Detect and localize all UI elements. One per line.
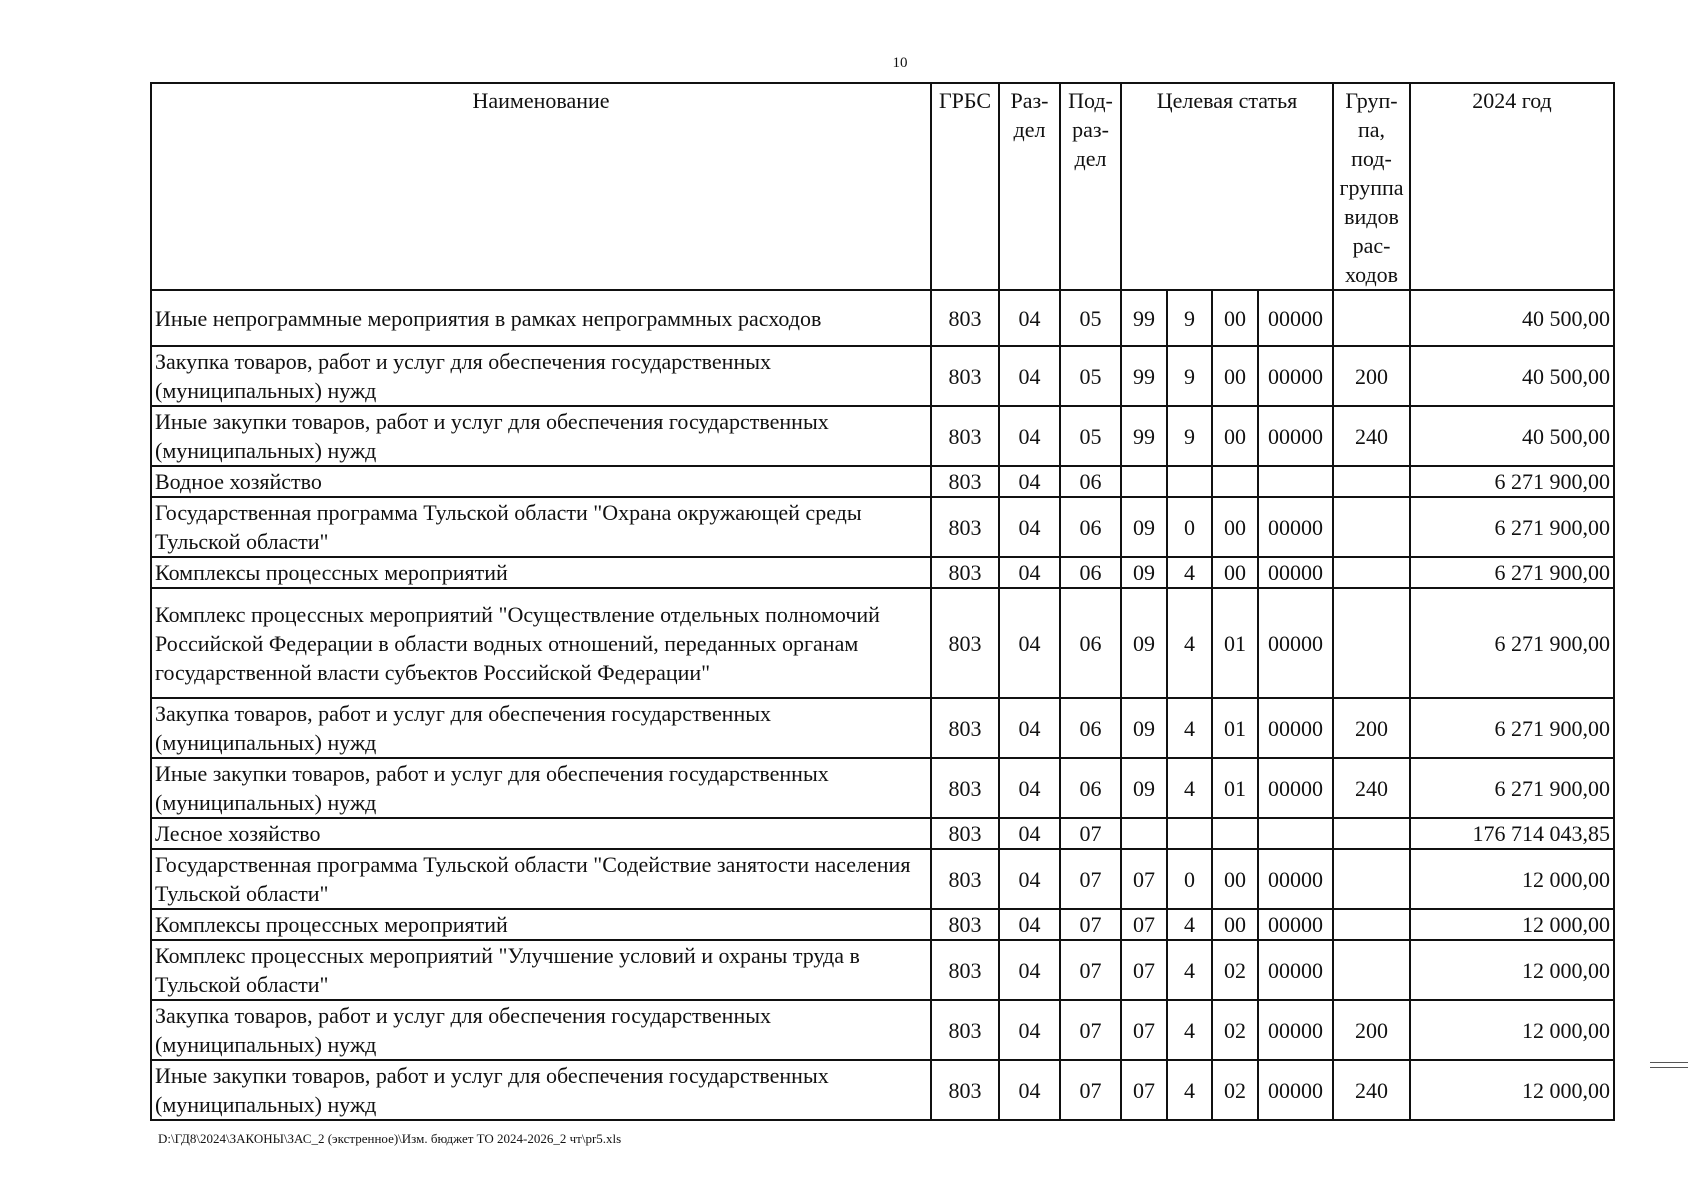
row-razdel-cell: 04	[999, 588, 1060, 698]
row-expense-group-cell	[1333, 290, 1410, 346]
row-amount-cell: 176 714 043,85	[1410, 818, 1614, 849]
row-expense-group-cell	[1333, 497, 1410, 557]
row-grbs-cell: 803	[931, 466, 999, 497]
header-gruppa-vidov-rashodov: Груп- па, под- группа видов рас- ходов	[1333, 83, 1410, 290]
row-expense-group-cell: 200	[1333, 1000, 1410, 1060]
header-year-2024: 2024 год	[1410, 83, 1614, 290]
row-razdel-cell: 04	[999, 346, 1060, 406]
row-podrazdel-cell: 07	[1060, 1060, 1121, 1120]
row-target-type-cell: 0	[1167, 497, 1212, 557]
row-podrazdel-cell: 06	[1060, 758, 1121, 818]
row-razdel-cell: 04	[999, 909, 1060, 940]
row-amount-cell: 12 000,00	[1410, 1000, 1614, 1060]
row-name-cell: Водное хозяйство	[151, 466, 931, 497]
row-expense-group-cell: 240	[1333, 406, 1410, 466]
row-target-event-cell: 01	[1212, 758, 1258, 818]
row-expense-group-cell: 200	[1333, 346, 1410, 406]
row-razdel-cell: 04	[999, 758, 1060, 818]
row-razdel-cell: 04	[999, 466, 1060, 497]
row-name-cell: Комплексы процессных мероприятий	[151, 557, 931, 588]
row-amount-cell: 40 500,00	[1410, 346, 1614, 406]
row-target-program-cell: 09	[1121, 557, 1167, 588]
row-target-event-cell: 02	[1212, 940, 1258, 1000]
table-row	[151, 588, 1614, 698]
row-grbs-cell: 803	[931, 588, 999, 698]
row-target-type-cell: 9	[1167, 346, 1212, 406]
row-target-type-cell	[1167, 466, 1212, 497]
row-name-cell: Закупка товаров, работ и услуг для обеспечения государственных (муниципальных) нужд	[151, 1000, 931, 1060]
row-grbs-cell: 803	[931, 849, 999, 909]
row-podrazdel-cell: 05	[1060, 290, 1121, 346]
row-target-direction-cell: 00000	[1258, 940, 1333, 1000]
row-name-cell: Комплексы процессных мероприятий	[151, 909, 931, 940]
row-target-direction-cell	[1258, 466, 1333, 497]
row-amount-cell: 12 000,00	[1410, 909, 1614, 940]
row-target-event-cell: 00	[1212, 909, 1258, 940]
row-amount-cell: 40 500,00	[1410, 290, 1614, 346]
row-razdel-cell: 04	[999, 290, 1060, 346]
row-razdel-cell: 04	[999, 1000, 1060, 1060]
row-podrazdel-cell: 06	[1060, 497, 1121, 557]
row-grbs-cell: 803	[931, 1000, 999, 1060]
row-target-event-cell: 00	[1212, 557, 1258, 588]
header-celevaya-statya: Целевая статья	[1121, 83, 1333, 290]
row-target-program-cell: 09	[1121, 588, 1167, 698]
row-name-cell: Лесное хозяйство	[151, 818, 931, 849]
row-target-event-cell: 00	[1212, 346, 1258, 406]
row-target-program-cell: 07	[1121, 940, 1167, 1000]
row-expense-group-cell: 200	[1333, 698, 1410, 758]
row-target-type-cell: 4	[1167, 758, 1212, 818]
row-razdel-cell: 04	[999, 818, 1060, 849]
row-amount-cell: 6 271 900,00	[1410, 497, 1614, 557]
table-row	[151, 940, 1614, 1000]
table-row	[151, 290, 1614, 346]
row-expense-group-cell	[1333, 466, 1410, 497]
row-amount-cell: 40 500,00	[1410, 406, 1614, 466]
row-expense-group-cell	[1333, 909, 1410, 940]
row-podrazdel-cell: 07	[1060, 909, 1121, 940]
row-grbs-cell: 803	[931, 940, 999, 1000]
page-number: 10	[892, 55, 908, 71]
row-target-direction-cell: 00000	[1258, 698, 1333, 758]
row-target-type-cell: 4	[1167, 940, 1212, 1000]
row-target-type-cell: 4	[1167, 1000, 1212, 1060]
table-header-row	[151, 83, 1614, 290]
row-podrazdel-cell: 06	[1060, 557, 1121, 588]
table-row	[151, 346, 1614, 406]
row-amount-cell: 12 000,00	[1410, 849, 1614, 909]
row-target-type-cell: 4	[1167, 1060, 1212, 1120]
row-grbs-cell: 803	[931, 497, 999, 557]
row-name-cell: Комплекс процессных мероприятий "Улучшение условий и охраны труда в Тульской области"	[151, 940, 931, 1000]
row-grbs-cell: 803	[931, 346, 999, 406]
row-amount-cell: 6 271 900,00	[1410, 758, 1614, 818]
row-grbs-cell: 803	[931, 406, 999, 466]
row-razdel-cell: 04	[999, 1060, 1060, 1120]
row-expense-group-cell	[1333, 557, 1410, 588]
header-razdel: Раз- дел	[999, 83, 1060, 290]
header-name: Наименование	[151, 83, 931, 290]
row-target-program-cell	[1121, 466, 1167, 497]
row-podrazdel-cell: 07	[1060, 940, 1121, 1000]
row-target-direction-cell: 00000	[1258, 497, 1333, 557]
row-name-cell: Государственная программа Тульской области "Содействие занятости населения Тульской области"	[151, 849, 931, 909]
row-target-event-cell: 00	[1212, 406, 1258, 466]
row-name-cell: Закупка товаров, работ и услуг для обеспечения государственных (муниципальных) нужд	[151, 698, 931, 758]
row-grbs-cell: 803	[931, 758, 999, 818]
row-target-program-cell: 99	[1121, 290, 1167, 346]
row-target-event-cell	[1212, 466, 1258, 497]
row-razdel-cell: 04	[999, 406, 1060, 466]
table-row	[151, 909, 1614, 940]
row-expense-group-cell: 240	[1333, 758, 1410, 818]
row-podrazdel-cell: 07	[1060, 849, 1121, 909]
row-target-event-cell: 02	[1212, 1000, 1258, 1060]
row-name-cell: Закупка товаров, работ и услуг для обеспечения государственных (муниципальных) нужд	[151, 346, 931, 406]
row-target-direction-cell: 00000	[1258, 909, 1333, 940]
row-razdel-cell: 04	[999, 940, 1060, 1000]
row-target-type-cell: 4	[1167, 698, 1212, 758]
row-target-event-cell: 00	[1212, 290, 1258, 346]
row-target-program-cell: 09	[1121, 698, 1167, 758]
row-target-direction-cell: 00000	[1258, 557, 1333, 588]
row-expense-group-cell	[1333, 849, 1410, 909]
row-target-type-cell: 9	[1167, 406, 1212, 466]
row-target-program-cell: 07	[1121, 909, 1167, 940]
edge-mark	[1650, 1062, 1688, 1068]
row-target-event-cell: 00	[1212, 849, 1258, 909]
row-target-direction-cell: 00000	[1258, 290, 1333, 346]
row-amount-cell: 6 271 900,00	[1410, 588, 1614, 698]
row-target-event-cell: 01	[1212, 588, 1258, 698]
row-amount-cell: 6 271 900,00	[1410, 466, 1614, 497]
row-podrazdel-cell: 07	[1060, 1000, 1121, 1060]
row-target-event-cell: 00	[1212, 497, 1258, 557]
row-podrazdel-cell: 06	[1060, 588, 1121, 698]
row-target-program-cell: 99	[1121, 346, 1167, 406]
row-target-event-cell	[1212, 818, 1258, 849]
table-row	[151, 698, 1614, 758]
row-name-cell: Иные закупки товаров, работ и услуг для обеспечения государственных (муниципальных) нужд	[151, 758, 931, 818]
row-target-program-cell: 09	[1121, 497, 1167, 557]
row-razdel-cell: 04	[999, 849, 1060, 909]
row-razdel-cell: 04	[999, 557, 1060, 588]
row-target-type-cell: 9	[1167, 290, 1212, 346]
row-target-direction-cell: 00000	[1258, 588, 1333, 698]
row-name-cell: Иные непрограммные мероприятия в рамках непрограммных расходов	[151, 290, 931, 346]
row-target-type-cell: 0	[1167, 849, 1212, 909]
table-row	[151, 497, 1614, 557]
row-target-direction-cell: 00000	[1258, 849, 1333, 909]
row-target-type-cell: 4	[1167, 557, 1212, 588]
row-target-event-cell: 02	[1212, 1060, 1258, 1120]
row-expense-group-cell	[1333, 818, 1410, 849]
table-row	[151, 849, 1614, 909]
row-amount-cell: 6 271 900,00	[1410, 557, 1614, 588]
row-target-direction-cell	[1258, 818, 1333, 849]
row-amount-cell: 6 271 900,00	[1410, 698, 1614, 758]
row-grbs-cell: 803	[931, 1060, 999, 1120]
row-podrazdel-cell: 06	[1060, 466, 1121, 497]
row-target-event-cell: 01	[1212, 698, 1258, 758]
table-row	[151, 818, 1614, 849]
row-razdel-cell: 04	[999, 497, 1060, 557]
row-target-program-cell: 07	[1121, 1000, 1167, 1060]
row-name-cell: Иные закупки товаров, работ и услуг для обеспечения государственных (муниципальных) нужд	[151, 406, 931, 466]
row-target-program-cell	[1121, 818, 1167, 849]
table-row	[151, 557, 1614, 588]
row-target-direction-cell: 00000	[1258, 346, 1333, 406]
row-target-program-cell: 99	[1121, 406, 1167, 466]
row-amount-cell: 12 000,00	[1410, 940, 1614, 1000]
row-razdel-cell: 04	[999, 698, 1060, 758]
row-name-cell: Государственная программа Тульской области "Охрана окружающей среды Тульской области"	[151, 497, 931, 557]
row-target-direction-cell: 00000	[1258, 1000, 1333, 1060]
header-grbs: ГРБС	[931, 83, 999, 290]
header-podrazdel: Под- раз- дел	[1060, 83, 1121, 290]
row-target-type-cell: 4	[1167, 588, 1212, 698]
row-target-type-cell: 4	[1167, 909, 1212, 940]
row-grbs-cell: 803	[931, 818, 999, 849]
row-grbs-cell: 803	[931, 290, 999, 346]
row-expense-group-cell	[1333, 940, 1410, 1000]
budget-table	[150, 82, 1615, 1121]
row-expense-group-cell	[1333, 588, 1410, 698]
row-podrazdel-cell: 07	[1060, 818, 1121, 849]
table-row	[151, 1000, 1614, 1060]
row-name-cell: Иные закупки товаров, работ и услуг для обеспечения государственных (муниципальных) нужд	[151, 1060, 931, 1120]
row-expense-group-cell: 240	[1333, 1060, 1410, 1120]
row-target-type-cell	[1167, 818, 1212, 849]
table-row	[151, 466, 1614, 497]
row-target-direction-cell: 00000	[1258, 1060, 1333, 1120]
table-row	[151, 406, 1614, 466]
table-row	[151, 1060, 1614, 1120]
table-row	[151, 758, 1614, 818]
row-target-program-cell: 09	[1121, 758, 1167, 818]
row-grbs-cell: 803	[931, 909, 999, 940]
row-target-direction-cell: 00000	[1258, 406, 1333, 466]
row-podrazdel-cell: 06	[1060, 698, 1121, 758]
row-amount-cell: 12 000,00	[1410, 1060, 1614, 1120]
row-grbs-cell: 803	[931, 557, 999, 588]
row-grbs-cell: 803	[931, 698, 999, 758]
row-name-cell: Комплекс процессных мероприятий "Осуществление отдельных полномочий Российской Федерации в области водных отношений, переданных органам государственной власти субъектов Российской Федерации"	[151, 588, 931, 698]
row-podrazdel-cell: 05	[1060, 346, 1121, 406]
row-target-direction-cell: 00000	[1258, 758, 1333, 818]
row-podrazdel-cell: 05	[1060, 406, 1121, 466]
footer-file-path: D:\ГД8\2024\ЗАКОНЫ\ЗАС_2 (экстренное)\Изм. бюджет ТО 2024-2026_2 чт\pr5.xls	[158, 1131, 622, 1146]
row-target-program-cell: 07	[1121, 1060, 1167, 1120]
row-target-program-cell: 07	[1121, 849, 1167, 909]
